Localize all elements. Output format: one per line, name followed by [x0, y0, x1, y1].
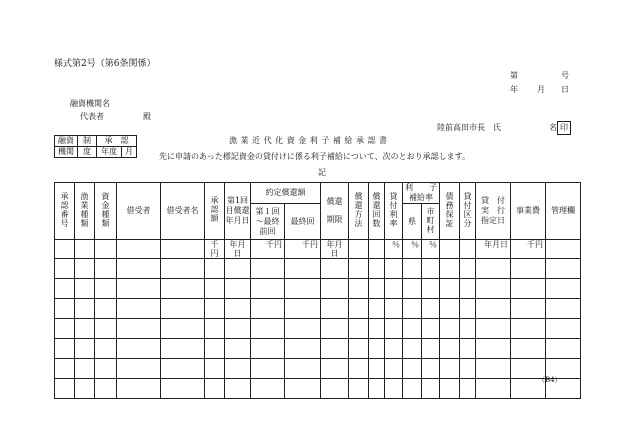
table-cell[interactable] — [476, 379, 511, 399]
table-cell[interactable] — [349, 279, 369, 299]
document-title: 漁 業 近 代 化 資 金 利 子 補 給 承 認 書 — [229, 136, 388, 145]
table-cell[interactable] — [369, 279, 385, 299]
table-cell[interactable] — [225, 359, 251, 379]
small-year: 年度 — [97, 147, 122, 158]
table-cell[interactable] — [321, 319, 349, 339]
table-row — [55, 319, 581, 339]
table-cell[interactable] — [460, 339, 476, 359]
u-fishery-type — [75, 240, 95, 259]
table-cell[interactable] — [75, 259, 95, 279]
h-fund-type: 資金種類 — [95, 183, 117, 240]
table-cell[interactable] — [55, 359, 75, 379]
table-cell[interactable] — [403, 279, 422, 299]
u-remarks — [546, 240, 581, 259]
table-cell[interactable] — [205, 359, 225, 379]
h-remarks: 管理欄 — [546, 183, 581, 240]
date-year: 年 — [510, 85, 518, 94]
table-cell[interactable] — [422, 379, 440, 399]
table-cell[interactable] — [476, 359, 511, 379]
table-cell[interactable] — [117, 339, 161, 359]
u-repay-count — [369, 240, 385, 259]
table-row — [55, 259, 581, 279]
u-loan-exec: 年月日 — [476, 240, 511, 259]
table-cell[interactable] — [95, 379, 117, 399]
table-cell[interactable] — [225, 279, 251, 299]
small-col2-bottom: 度 — [78, 147, 97, 158]
table-cell[interactable] — [205, 299, 225, 319]
u-repay-period: 年月 日 — [321, 240, 349, 259]
table-cell[interactable] — [385, 299, 403, 319]
h-loan-rate: 貸付利率 — [385, 183, 403, 240]
table-cell[interactable] — [251, 359, 285, 379]
table-cell[interactable] — [75, 339, 95, 359]
table-cell[interactable] — [285, 379, 321, 399]
table-cell[interactable] — [369, 359, 385, 379]
table-cell[interactable] — [161, 339, 205, 359]
table-cell[interactable] — [385, 339, 403, 359]
table-cell[interactable] — [285, 259, 321, 279]
data-rows — [55, 259, 581, 399]
table-cell[interactable] — [511, 339, 546, 359]
table-cell[interactable] — [460, 259, 476, 279]
h-loan-category: 貸付区分 — [460, 183, 476, 240]
seal-stamp-box — [557, 121, 571, 135]
table-row — [55, 379, 581, 399]
table-cell[interactable] — [55, 379, 75, 399]
h-debt-guarantee: 債務保証 — [440, 183, 460, 240]
table-cell[interactable] — [321, 259, 349, 279]
table-cell[interactable] — [55, 339, 75, 359]
table-cell[interactable] — [55, 279, 75, 299]
table-cell[interactable] — [95, 339, 117, 359]
h-first-to-before-final: 第１回 ～最終 前回 — [251, 204, 285, 240]
table-cell[interactable] — [161, 299, 205, 319]
table-cell[interactable] — [385, 379, 403, 399]
table-cell[interactable] — [95, 259, 117, 279]
table-cell[interactable] — [349, 339, 369, 359]
h-repay-count: 償還回数 — [369, 183, 385, 240]
table-cell[interactable] — [55, 319, 75, 339]
table-cell[interactable] — [476, 319, 511, 339]
table-cell[interactable] — [349, 319, 369, 339]
table-row — [55, 339, 581, 359]
table-cell[interactable] — [422, 299, 440, 319]
table-cell[interactable] — [161, 259, 205, 279]
h-prefecture: 県 — [403, 204, 422, 240]
table-cell[interactable] — [75, 299, 95, 319]
date-day: 日 — [561, 85, 569, 94]
h-subsidy-rate: 利 子 補給率 — [403, 183, 440, 204]
h-borrower: 借受者 — [117, 183, 161, 240]
table-cell[interactable] — [95, 299, 117, 319]
table-cell[interactable] — [321, 339, 349, 359]
table-cell[interactable] — [225, 339, 251, 359]
table-cell[interactable] — [440, 319, 460, 339]
table-row — [55, 359, 581, 379]
units-row — [55, 240, 581, 259]
table-cell[interactable] — [440, 339, 460, 359]
table-cell[interactable] — [440, 359, 460, 379]
table-cell[interactable] — [251, 379, 285, 399]
table-cell[interactable] — [205, 319, 225, 339]
table-cell[interactable] — [546, 319, 581, 339]
table-cell[interactable] — [476, 259, 511, 279]
table-cell[interactable] — [95, 279, 117, 299]
table-cell[interactable] — [161, 319, 205, 339]
h-approved-amount: 承認額 — [205, 183, 225, 240]
u-debt-guarantee — [440, 240, 460, 259]
table-cell[interactable] — [225, 379, 251, 399]
table-cell[interactable] — [511, 319, 546, 339]
table-cell[interactable] — [546, 279, 581, 299]
seal-char: 印 — [560, 123, 568, 132]
h-fishery-type: 漁業種類 — [75, 183, 95, 240]
table-cell[interactable] — [285, 319, 321, 339]
table-cell[interactable] — [117, 279, 161, 299]
table-cell[interactable] — [321, 299, 349, 319]
recipient-org: 融資機関名 — [70, 99, 110, 108]
u-approval-no — [55, 240, 75, 259]
table-cell[interactable] — [460, 299, 476, 319]
table-cell[interactable] — [385, 359, 403, 379]
table-cell[interactable] — [285, 279, 321, 299]
approval-small-table — [54, 135, 137, 158]
table-cell[interactable] — [369, 259, 385, 279]
h-final-time: 最終回 — [285, 204, 321, 240]
h-repay-period: 償還 期限 — [321, 183, 349, 240]
table-cell[interactable] — [476, 299, 511, 319]
small-month: 月 — [122, 147, 137, 158]
h-borrower-name: 借受者名 — [161, 183, 205, 240]
table-cell[interactable] — [205, 379, 225, 399]
table-cell[interactable] — [385, 259, 403, 279]
h-repay-method: 償還方法 — [349, 183, 369, 240]
table-cell[interactable] — [422, 319, 440, 339]
table-cell[interactable] — [476, 279, 511, 299]
u-municipality: ％ — [422, 240, 440, 259]
table-cell[interactable] — [546, 339, 581, 359]
table-cell[interactable] — [403, 379, 422, 399]
table-cell[interactable] — [422, 259, 440, 279]
table-cell[interactable] — [205, 259, 225, 279]
table-cell[interactable] — [546, 259, 581, 279]
table-cell[interactable] — [349, 299, 369, 319]
table-cell[interactable] — [321, 359, 349, 379]
u-prefecture: ％ — [403, 240, 422, 259]
table-cell[interactable] — [385, 279, 403, 299]
table-cell[interactable] — [349, 379, 369, 399]
table-cell[interactable] — [460, 279, 476, 299]
u-first-repay: 年月 日 — [225, 240, 251, 259]
h-project-cost: 事業費 — [511, 183, 546, 240]
h-first-repay-date: 第1回 目償還 年月日 — [225, 183, 251, 240]
table-cell[interactable] — [285, 299, 321, 319]
table-cell[interactable] — [422, 279, 440, 299]
table-cell[interactable] — [75, 319, 95, 339]
table-cell[interactable] — [511, 279, 546, 299]
date-month: 月 — [537, 85, 545, 94]
u-loan-rate: ％ — [385, 240, 403, 259]
u-project-cost: 千円 — [511, 240, 546, 259]
u-borrower — [117, 240, 161, 259]
table-cell[interactable] — [205, 339, 225, 359]
table-cell[interactable] — [205, 279, 225, 299]
table-cell[interactable] — [285, 359, 321, 379]
table-cell[interactable] — [95, 319, 117, 339]
table-cell[interactable] — [369, 339, 385, 359]
u-first-to-before: 千円 — [251, 240, 285, 259]
table-cell[interactable] — [117, 319, 161, 339]
table-cell[interactable] — [225, 259, 251, 279]
h-agreed-repayment: 約定償還額 — [251, 183, 321, 204]
table-cell[interactable] — [369, 299, 385, 319]
table-cell[interactable] — [75, 279, 95, 299]
paper-size: （B4） — [538, 376, 562, 384]
table-cell[interactable] — [403, 359, 422, 379]
table-cell[interactable] — [251, 259, 285, 279]
table-cell[interactable] — [75, 359, 95, 379]
table-cell[interactable] — [369, 319, 385, 339]
issuer: 陸前高田市長 氏 — [437, 123, 501, 132]
table-cell[interactable] — [161, 279, 205, 299]
seal-name: 名 — [549, 123, 557, 132]
table-cell[interactable] — [476, 339, 511, 359]
table-cell[interactable] — [161, 379, 205, 399]
table-cell[interactable] — [55, 299, 75, 319]
table-cell[interactable] — [225, 299, 251, 319]
table-cell[interactable] — [403, 259, 422, 279]
table-cell[interactable] — [251, 279, 285, 299]
table-cell[interactable] — [285, 339, 321, 359]
table-cell[interactable] — [95, 359, 117, 379]
table-cell[interactable] — [251, 319, 285, 339]
h-loan-exec-date: 貸 付 実 行 指定日 — [476, 183, 511, 240]
u-approved-amount: 千 円 — [205, 240, 225, 259]
h-approval-no: 承認番号 — [55, 183, 75, 240]
u-loan-category — [460, 240, 476, 259]
table-cell[interactable] — [511, 299, 546, 319]
table-cell[interactable] — [349, 359, 369, 379]
table-row — [55, 299, 581, 319]
ref-no-suffix: 号 — [561, 71, 569, 80]
table-cell[interactable] — [117, 359, 161, 379]
table-cell[interactable] — [440, 299, 460, 319]
table-cell[interactable] — [369, 379, 385, 399]
small-approval: 承 認 — [97, 136, 137, 147]
table-cell[interactable] — [75, 379, 95, 399]
form-number: 様式第2号（第6条関係） — [54, 59, 156, 69]
table-cell[interactable] — [422, 339, 440, 359]
u-fund-type — [95, 240, 117, 259]
table-cell[interactable] — [440, 379, 460, 399]
table-cell[interactable] — [460, 359, 476, 379]
table-cell[interactable] — [117, 259, 161, 279]
representative: 代表者 — [80, 112, 104, 121]
u-final-time: 千円 — [285, 240, 321, 259]
table-cell[interactable] — [385, 319, 403, 339]
table-cell[interactable] — [403, 299, 422, 319]
table-cell[interactable] — [403, 319, 422, 339]
table-cell[interactable] — [251, 299, 285, 319]
body-text: 先に申請のあった標記資金の貸付けに係る利子補給について、次のとおり承認します。 — [159, 152, 470, 161]
table-cell[interactable] — [422, 359, 440, 379]
table-cell[interactable] — [251, 339, 285, 359]
table-cell[interactable] — [161, 359, 205, 379]
small-col2-top: 制 — [78, 136, 97, 147]
table-cell[interactable] — [117, 379, 161, 399]
table-cell[interactable] — [546, 299, 581, 319]
small-col1-top: 融資 — [55, 136, 78, 147]
table-cell[interactable] — [55, 259, 75, 279]
small-col1-bottom: 機関 — [55, 147, 78, 158]
table-cell[interactable] — [321, 279, 349, 299]
table-cell[interactable] — [117, 299, 161, 319]
table-cell[interactable] — [460, 379, 476, 399]
table-cell[interactable] — [321, 379, 349, 399]
table-cell[interactable] — [403, 339, 422, 359]
honorific: 殿 — [143, 112, 151, 121]
u-borrower-name — [161, 240, 205, 259]
u-repay-method — [349, 240, 369, 259]
approval-main-table — [54, 182, 581, 399]
table-cell[interactable] — [440, 259, 460, 279]
ref-no-label: 第 — [510, 71, 518, 80]
table-cell[interactable] — [349, 259, 369, 279]
table-row — [55, 279, 581, 299]
table-cell[interactable] — [511, 259, 546, 279]
h-municipality: 市町村 — [422, 204, 440, 240]
table-cell[interactable] — [440, 279, 460, 299]
table-cell[interactable] — [460, 319, 476, 339]
table-cell[interactable] — [225, 319, 251, 339]
ki-label: 記 — [318, 168, 326, 177]
